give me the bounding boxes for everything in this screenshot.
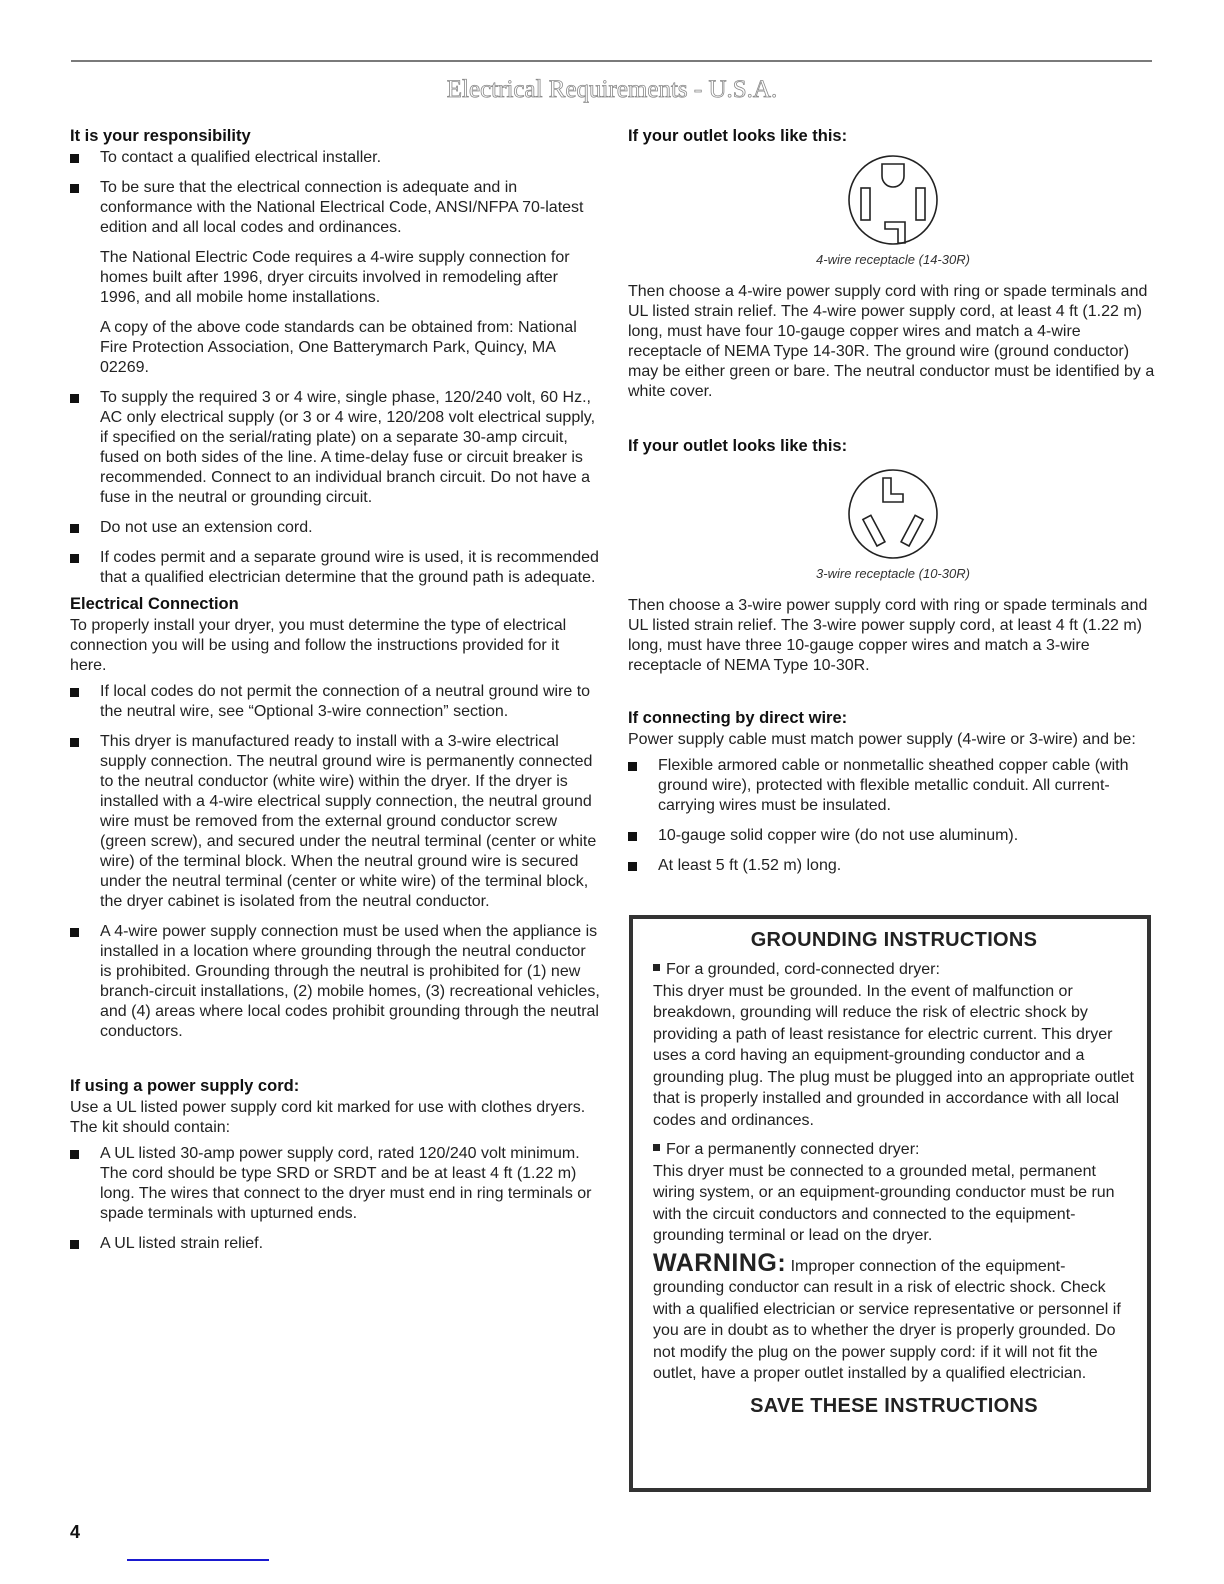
warning-text: Improper connection of the equipment-grounding conductor can result in a risk of electric shock. Check with a qualified electrician or service representative or personnel if you are in doubt as to whether the dryer is properly grounded. Do not modify the plug on the power supply cord: if it will not fit the outlet, have a proper outlet installed by a qualified electrician.	[653, 1257, 1121, 1382]
code-requirement-paragraph: The National Electric Code requires a 4-wire supply connection for homes built after 1996, dryer circuits involved in remodeling after 1996, and all mobile home installations.	[100, 249, 570, 306]
list-item: 10-gauge solid copper wire (do not use aluminum).	[628, 826, 1158, 846]
permanent-connection-lead: For a permanently connected dryer:	[653, 1139, 1135, 1161]
four-wire-heading: If your outlet looks like this:	[628, 127, 848, 145]
four-wire-caption: 4-wire receptacle (14-30R)	[816, 252, 970, 267]
connection-list	[70, 682, 600, 1042]
three-wire-caption: 3-wire receptacle (10-30R)	[816, 566, 970, 581]
three-wire-body: Then choose a 3-wire power supply cord with ring or spade terminals and UL listed strain relief. The 3-wire power supply cord, at least 4 ft (1.22 m) long, must have three 10-gauge copper wires and match a 3-wire receptacle of NEMA Type 10-30R.	[628, 597, 1148, 674]
list-item: Flexible armored cable or nonmetallic sheathed copper cable (with ground wire), protected with flexible metallic conduit. All current-carrying wires must be insulated.	[628, 756, 1158, 816]
direct-wire-intro: Power supply cable must match power supply (4-wire or 3-wire) and be:	[628, 731, 1136, 748]
list-item: If local codes do not permit the connection of a neutral ground wire to the neutral wire, see “Optional 3-wire connection” section.	[70, 682, 600, 722]
code-source-paragraph: A copy of the above code standards can be obtained from: National Fire Protection Association, One Batterymarch Park, Quincy, MA 02269.	[100, 319, 577, 376]
bullet-icon	[628, 832, 637, 841]
bullet-icon	[70, 1150, 79, 1159]
cord-connected-body: This dryer must be grounded. In the event of malfunction or breakdown, grounding will reduce the risk of electric shock by providing a path of least resistance for electric current. This dryer uses a cord having an equipment-grounding conductor and a grounding plug. The plug must be plugged into an appropriate outlet that is properly installed and grounded in accordance with all local codes and ordinances.	[653, 982, 1134, 1129]
list-item: At least 5 ft (1.52 m) long.	[628, 856, 1158, 876]
right-column	[628, 126, 1158, 876]
bullet-icon	[70, 928, 79, 937]
grounding-instructions-box	[629, 915, 1151, 1492]
cord-connected-lead: For a grounded, cord-connected dryer:	[653, 959, 1135, 981]
bullet-icon	[628, 762, 637, 771]
bullet-icon	[70, 524, 79, 533]
footer-link-underline[interactable]	[127, 1559, 269, 1561]
direct-wire-heading: If connecting by direct wire:	[628, 709, 848, 727]
save-instructions-footer: SAVE THESE INSTRUCTIONS	[750, 1394, 1038, 1417]
page-number: 4	[70, 1522, 81, 1542]
bullet-icon	[653, 1144, 660, 1151]
bullet-icon	[653, 964, 660, 971]
list-item: If codes permit and a separate ground wire is used, it is recommended that a qualified electrician determine that the ground path is adequate.	[70, 548, 600, 588]
power-cord-intro: Use a UL listed power supply cord kit marked for use with clothes dryers. The kit should contain:	[70, 1099, 586, 1136]
responsibility-heading: It is your responsibility	[70, 127, 251, 145]
list-item: To supply the required 3 or 4 wire, single phase, 120/240 volt, 60 Hz., AC only electrical supply (or 3 or 4 wire, 120/208 volt electrical supply, if specified on the serial/rating plate) on a separate 30-amp circuit, fused on both sides of the line. A time-delay fuse or circuit breaker is recommended. Connect to an individual branch circuit. Do not have a fuse in the neutral or grounding circuit.	[70, 388, 600, 508]
list-item: A UL listed strain relief.	[70, 1234, 600, 1254]
warning-paragraph	[653, 1248, 1135, 1385]
3-wire-receptacle-icon	[845, 466, 941, 562]
bullet-icon	[70, 1240, 79, 1249]
left-column	[70, 126, 600, 1254]
list-item: A UL listed 30-amp power supply cord, rated 120/240 volt minimum. The cord should be type SRD or SRDT and be at least 4 ft (1.22 m) long. The wires that connect to the dryer must end in ring terminals or spade terminals with upturned ends.	[70, 1144, 600, 1224]
list-item: This dryer is manufactured ready to install with a 3-wire electrical supply connection. The neutral ground wire is permanently connected to the neutral conductor (white wire) within the dryer. If the dryer is installed with a 4-wire electrical supply connection, the neutral ground wire must be removed from the external ground conductor screw (green screw), and secured under the neutral terminal (center or white wire) of the terminal block. When the neutral ground wire is secured under the neutral terminal (center or white wire) of the terminal block, the dryer cabinet is isolated from the neutral conductor.	[70, 732, 600, 912]
four-wire-body: Then choose a 4-wire power supply cord with ring or spade terminals and UL listed strain relief. The 4-wire power supply cord, at least 4 ft (1.22 m) long, must have four 10-gauge copper wires and match a 4-wire receptacle of NEMA Type 14-30R. The ground wire (ground conductor) may be either green or bare. The neutral conductor must be identified by a white cover.	[628, 283, 1155, 400]
list-item: To contact a qualified electrical installer.	[70, 148, 600, 168]
bullet-icon	[70, 738, 79, 747]
power-cord-heading: If using a power supply cord:	[70, 1077, 300, 1095]
power-cord-list	[70, 1144, 600, 1254]
list-item: Do not use an extension cord.	[70, 518, 600, 538]
header-rule	[71, 60, 1152, 62]
grounding-heading: GROUNDING INSTRUCTIONS	[750, 929, 1038, 951]
warning-label: WARNING:	[653, 1248, 787, 1277]
electrical-connection-intro: To properly install your dryer, you must determine the type of electrical connection you will be using and follow the instructions provided for it here.	[70, 617, 567, 674]
bullet-icon	[70, 394, 79, 403]
responsibility-list-cont	[70, 388, 600, 588]
bullet-icon	[628, 862, 637, 871]
direct-wire-list	[628, 756, 1158, 876]
page-title: Electrical Requirements - U.S.A.	[446, 76, 778, 103]
list-item: To be sure that the electrical connection is adequate and in conformance with the National Electrical Code, ANSI/NFPA 70-latest edition and all local codes and ordinances.	[70, 178, 600, 238]
three-wire-heading: If your outlet looks like this:	[628, 437, 848, 455]
electrical-connection-heading: Electrical Connection	[70, 595, 239, 613]
responsibility-list	[70, 148, 600, 238]
bullet-icon	[70, 688, 79, 697]
list-item: A 4-wire power supply connection must be used when the appliance is installed in a location where grounding through the neutral conductor is prohibited. Grounding through the neutral is prohibited for (1) new branch-circuit installations, (2) mobile homes, (3) recreational vehicles, and (4) areas where local codes prohibit grounding through the neutral conductors.	[70, 922, 600, 1042]
bullet-icon	[70, 184, 79, 193]
bullet-icon	[70, 554, 79, 563]
bullet-icon	[70, 154, 79, 163]
4-wire-receptacle-icon	[845, 152, 941, 248]
permanent-connection-body: This dryer must be connected to a grounded metal, permanent wiring system, or an equipment-grounding conductor must be run with the circuit conductors and connected to the equipment-grounding terminal or lead on the dryer.	[653, 1162, 1115, 1244]
